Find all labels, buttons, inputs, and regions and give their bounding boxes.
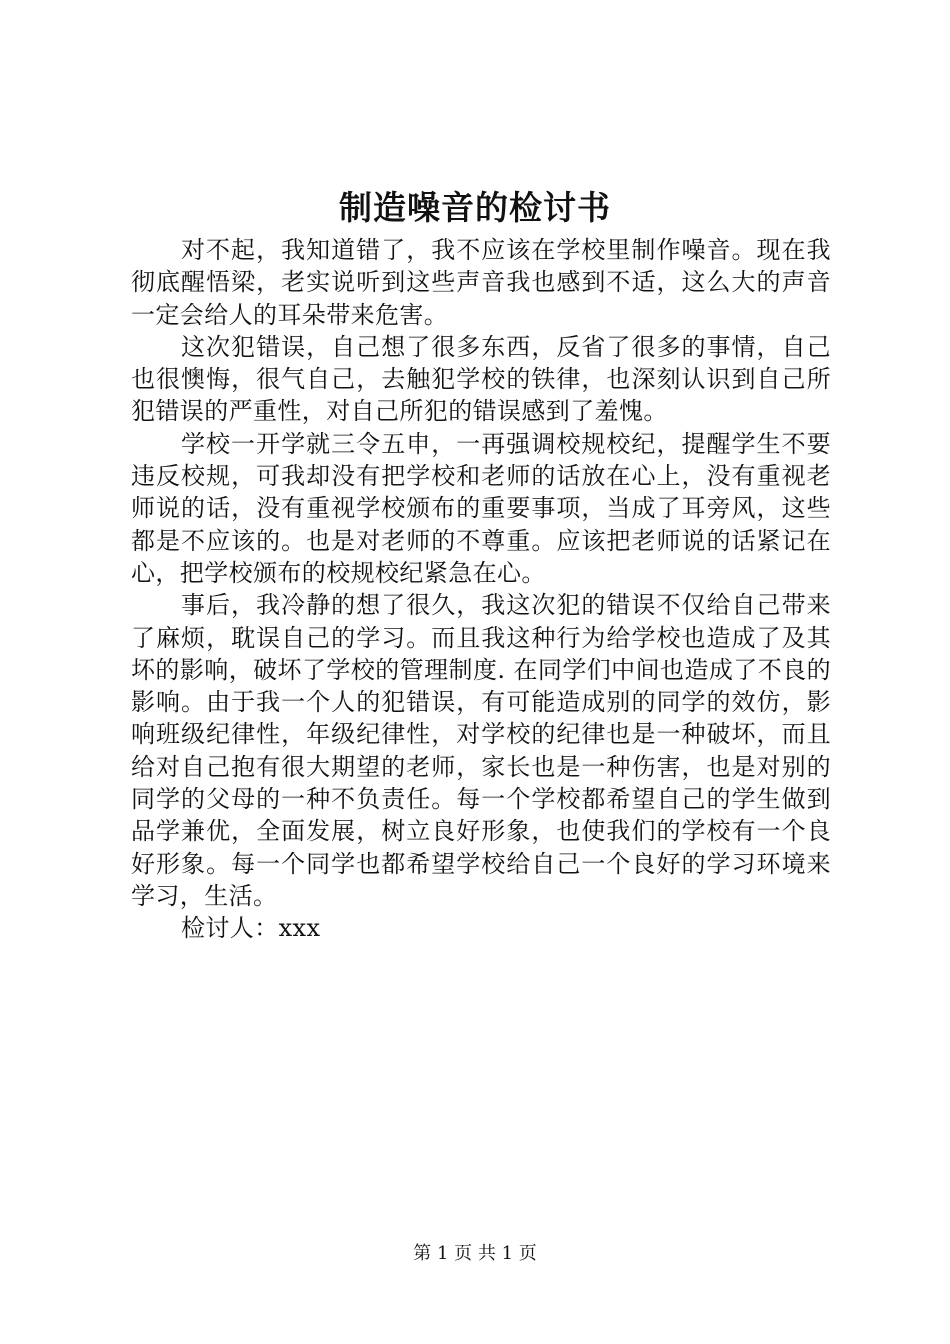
page-footer	[0, 1242, 950, 1266]
paragraph-4: 事后，我冷静的想了很久，我这次犯的错误不仅给自己带来了麻烦，耽误自己的学习。而且我这种行为给学校也造成了及其坏的影响，破坏了学校的管理制度. 在同学们中间也造成了不良的影响。由于我一个人的犯错误，有可能造成别的同学的效仿，影响班级纪律性，年级纪律性，对学校的纪律也是一种破坏，而且给对自己抱有很大期望的老师，家长也是一种伤害，也是对别的同学的父母的一种不负责任。每一个学校都希望自己的学生做到品学兼优，全面发展，树立良好形象，也使我们的学校有一个良好形象。每一个同学也都希望学校给自己一个良好的学习环境来学习，生活。	[131, 591, 831, 910]
paragraph-2: 这次犯错误，自己想了很多东西，反省了很多的事情，自己也很懊悔，很气自己，去触犯学校的铁律，也深刻认识到自己所犯错误的严重性，对自己所犯的错误感到了羞愧。	[131, 332, 831, 426]
paragraph-3: 学校一开学就三令五申，一再强调校规校纪，提醒学生不要违反校规，可我却没有把学校和老师的话放在心上，没有重视老师说的话，没有重视学校颁布的重要事项，当成了耳旁风，这些都是不应该的。也是对老师的不尊重。应该把老师说的话紧记在心，把学校颁布的校规校纪紧急在心。	[131, 429, 831, 587]
document-body	[131, 234, 831, 945]
page-number: 第 1 页 共 1 页	[413, 1243, 537, 1264]
signature-line: 检讨人：xxx	[181, 914, 321, 943]
paragraph-1: 对不起，我知道错了，我不应该在学校里制作噪音。现在我彻底醒悟梁，老实说听到这些声音我也感到不适，这么大的声音一定会给人的耳朵带来危害。	[131, 236, 831, 329]
document-title: 制造噪音的检讨书	[339, 188, 611, 227]
